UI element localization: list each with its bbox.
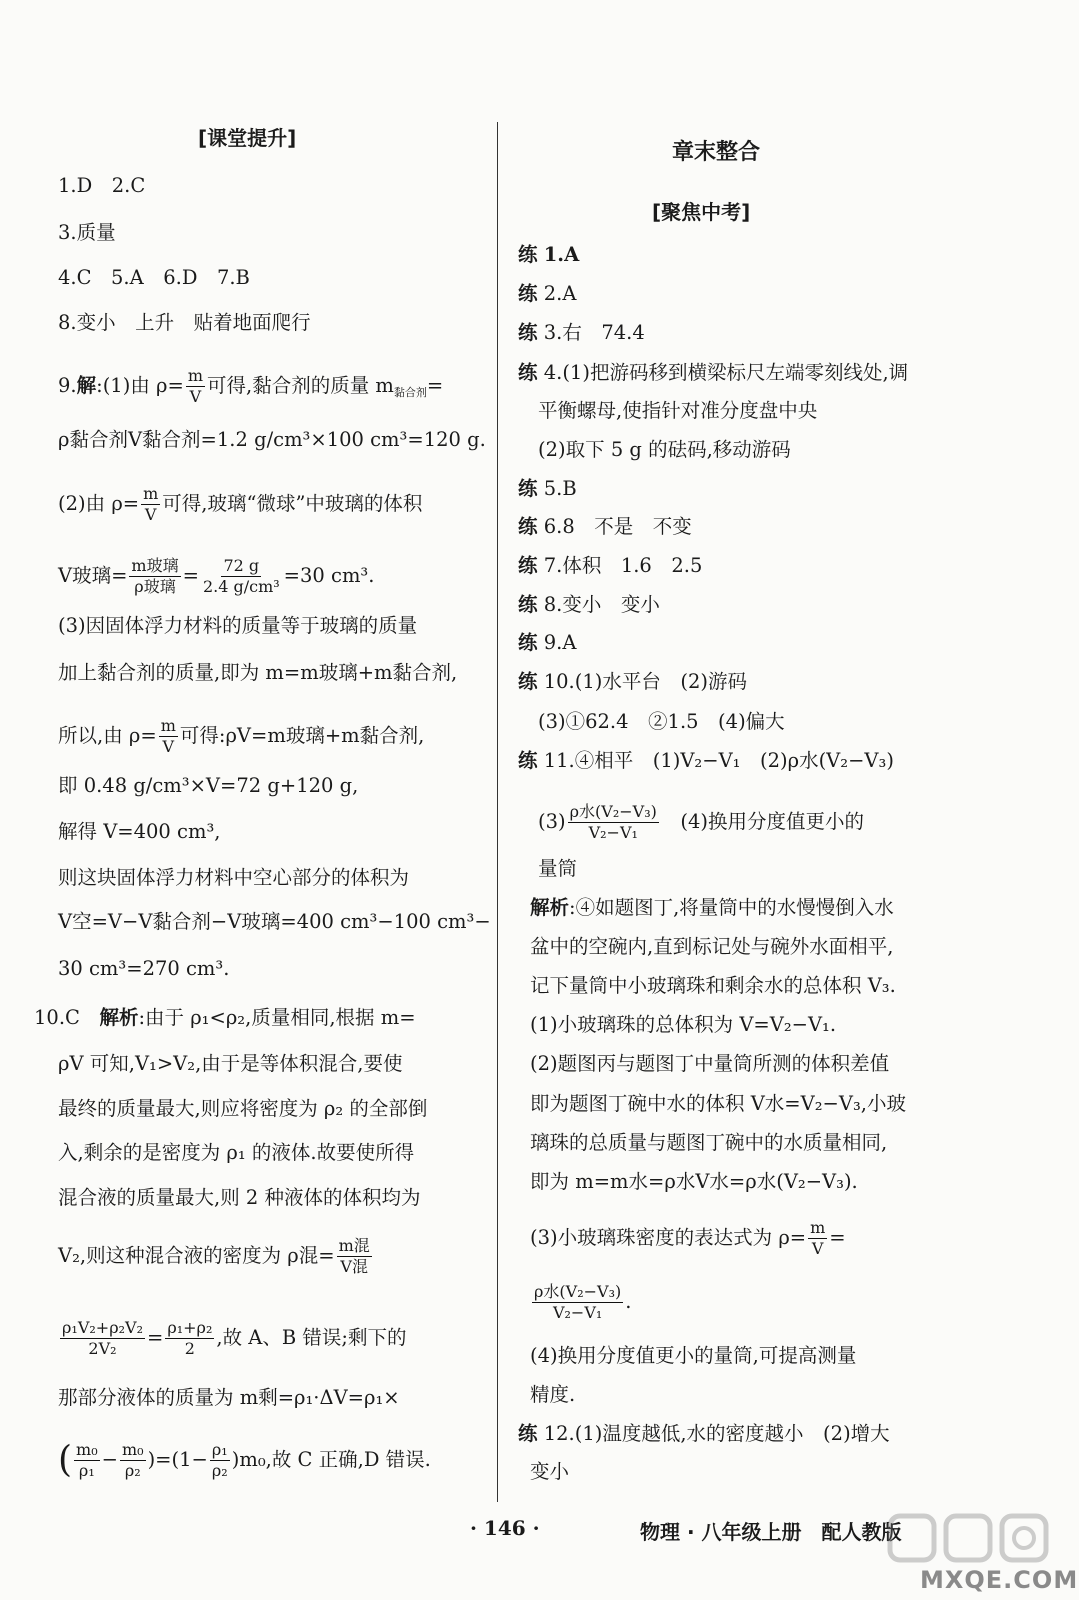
q9-line-c: (2)由 ρ= $\frac{m}{V}$ 可得,玻璃“微球”中玻璃的体积 — [58, 484, 423, 524]
answer-line-4: 4.C 5.A 6.D 7.B — [58, 266, 250, 289]
book-info: 物理 · 八年级上册 配人教版 — [640, 1520, 902, 1544]
practice-7: 练 7.体积 1.6 2.5 — [518, 554, 703, 577]
q9-line-g: 所以,由 ρ= $\frac{m}{V}$ 可得:ρV=m玻璃+m黏合剂, — [58, 716, 425, 756]
practice-11-jiexi-h: 即为 m=m水=ρ水V水=ρ水(V₂−V₃). — [530, 1170, 858, 1193]
q10-line-f: V₂,则这种混合液的密度为 ρ混= $\frac{\text{m混}}{\text{V混}}$ — [58, 1236, 370, 1276]
column-divider — [497, 122, 498, 1502]
answer-line-3: 3.质量 — [58, 221, 116, 244]
practice-9: 练 9.A — [518, 631, 577, 654]
fraction-m-over-v: $\frac{m}{V}$ — [143, 484, 159, 524]
practice-4-cont: 平衡螺母,使指针对准分度盘中央 — [538, 399, 818, 422]
q9-line-i: 解得 V=400 cm³, — [58, 820, 221, 843]
practice-12: 练 12.(1)温度越低,水的密度越小 (2)增大 — [518, 1422, 890, 1445]
fraction-m0-over-rho1: $\frac{\text{m₀}}{\text{ρ₁}}$ — [76, 1440, 98, 1480]
q10-line-i: ( $\frac{\text{m₀}}{\text{ρ₁}}$ − $\frac{\text{m₀}}{\text{ρ₂}}$ )=(1− $\frac{\text{ρ₁}}{\text{ρ₂}}$ )m₀,故 C 正确,D 错误. — [58, 1439, 431, 1481]
practice-11: 练 11.④相平 (1)V₂−V₁ (2)ρ水(V₂−V₃) — [518, 749, 894, 772]
watermark-text: MXQE.COM — [920, 1566, 1079, 1594]
q10-line-h: 那部分液体的质量为 m剩=ρ₁·ΔV=ρ₁× — [58, 1386, 400, 1409]
fraction-m-over-v: $\frac{m}{V}$ — [160, 716, 176, 756]
q10-line-e: 混合液的质量最大,则 2 种液体的体积均为 — [58, 1186, 421, 1209]
q9-line-b: ρ黏合剂V黏合剂=1.2 g/cm³×100 cm³=120 g. — [58, 428, 486, 451]
fraction-m-rho-glass: $\frac{\text{m玻璃}}{\text{ρ玻璃}}$ — [131, 556, 179, 596]
practice-6: 练 6.8 不是 不变 — [518, 515, 692, 538]
practice-11-jiexi-g: 璃珠的总质量与题图丁碗中的水质量相同, — [530, 1131, 888, 1154]
fraction-rho-sum-over-2: $\frac{\text{ρ₁+ρ₂}}{2}$ — [167, 1318, 213, 1358]
q9-line-h: 即 0.48 g/cm³×V=72 g+120 g, — [58, 774, 359, 797]
practice-11-jiexi-d: (1)小玻璃珠的总体积为 V=V₂−V₁. — [530, 1013, 837, 1036]
q9-line-d: V玻璃= $\frac{\text{m玻璃}}{\text{ρ玻璃}}$ = $\frac{72 g}{\text{2.4 g/cm³}}$ =30 cm³. — [58, 556, 375, 596]
fraction-rho-sum-over-2v2: $\frac{\text{ρ₁V₂+ρ₂V₂}}{\text{2V₂}}$ — [62, 1318, 143, 1358]
q10-line-g: $\frac{\text{ρ₁V₂+ρ₂V₂}}{\text{2V₂}}$ = $\frac{\text{ρ₁+ρ₂}}{2}$ ,故 A、B 错误;剩下的 — [62, 1318, 407, 1358]
practice-5: 练 5.B — [518, 477, 577, 500]
practice-11-jiexi-e: (2)题图丙与题图丁中量筒所测的体积差值 — [530, 1052, 890, 1075]
practice-11-jiexi-l: 精度. — [530, 1383, 576, 1406]
q9-line-k: V空=V−V黏合剂−V玻璃=400 cm³−100 cm³− — [58, 910, 491, 933]
fraction-m0-over-rho2: $\frac{\text{m₀}}{\text{ρ₂}}$ — [121, 1440, 144, 1480]
q9-line-f: 加上黏合剂的质量,即为 m=m玻璃+m黏合剂, — [58, 661, 458, 684]
practice-12-cont: 变小 — [530, 1460, 570, 1483]
page-number: · 146 · — [470, 1516, 540, 1540]
fraction-72-over-2.4: $\frac{72 g}{\text{2.4 g/cm³}}$ — [202, 556, 280, 596]
fraction-density-expression: $\frac{\text{ρ水(V₂−V₃)}}{\text{V₂−V₁}}$ — [534, 1282, 622, 1322]
practice-11-cont: 量筒 — [538, 857, 578, 880]
fraction-m-over-v: $\frac{m}{V}$ — [810, 1218, 826, 1258]
answer-line-8: 8.变小 上升 贴着地面爬行 — [58, 311, 311, 334]
fraction-m-mix-over-v-mix: $\frac{\text{m混}}{\text{V混}}$ — [338, 1236, 370, 1276]
q9-line-l: 30 cm³=270 cm³. — [58, 957, 230, 980]
q10-line-d: 入,剩余的是密度为 ρ₁ 的液体.故要使所得 — [58, 1141, 415, 1164]
q9-line-a: 9.解:(1)由 ρ= $\frac{m}{V}$ 可得,黏合剂的质量 $m_{黏合剂}=$ — [58, 366, 444, 406]
q9-line-e: (3)因固体浮力材料的质量等于玻璃的质量 — [58, 614, 418, 637]
q10-line-a: 10.C 解析:由于 ρ₁<ρ₂,质量相同,根据 m= — [34, 1006, 416, 1029]
practice-11-jiexi-b: 盆中的空碗内,直到标记处与碗外水面相平, — [530, 935, 894, 958]
answer-line-1: 1.D 2.C — [58, 174, 146, 197]
practice-11-jiexi-k: (4)换用分度值更小的量筒,可提高测量 — [530, 1344, 857, 1367]
fraction-m-over-v: $\frac{m}{V}$ — [187, 366, 203, 406]
section-title-juji: [聚焦中考] — [652, 200, 751, 224]
chapter-title: 章末整合 — [672, 140, 761, 165]
fraction-rho1-over-rho2: $\frac{\text{ρ₁}}{\text{ρ₂}}$ — [211, 1440, 228, 1480]
q9-line-j: 则这块固体浮力材料中空心部分的体积为 — [58, 866, 410, 889]
practice-11-jiexi-a: 解析:④如题图丁,将量筒中的水慢慢倒入水 — [530, 896, 894, 919]
practice-2: 练 2.A — [518, 282, 577, 305]
practice-4: 练 4.(1)把游码移到横梁标尺左端零刻线处,调 — [518, 361, 909, 384]
practice-10-cont: (3)①62.4 ②1.5 (4)偏大 — [538, 710, 785, 733]
practice-11-jiexi-j: $\frac{\text{ρ水(V₂−V₃)}}{\text{V₂−V₁}}$ . — [534, 1282, 632, 1322]
practice-10: 练 10.(1)水平台 (2)游码 — [518, 670, 747, 693]
q10-line-c: 最终的质量最大,则应将密度为 ρ₂ 的全部倒 — [58, 1097, 428, 1120]
q10-line-b: ρV 可知,V₁>V₂,由于是等体积混合,要使 — [58, 1052, 403, 1075]
practice-11-part3: (3) $\frac{\text{ρ水(V₂−V₃)}}{\text{V₂−V₁}}$ (4)换用分度值更小的 — [538, 802, 864, 842]
practice-11-jiexi-f: 即为题图丁碗中水的体积 V水=V₂−V₃,小玻 — [530, 1092, 906, 1115]
section-title-ketang: [课堂提升] — [198, 126, 297, 150]
practice-3: 练 3.右 74.4 — [518, 321, 645, 344]
practice-11-jiexi-c: 记下量筒中小玻璃珠和剩余水的总体积 V₃. — [530, 974, 896, 997]
practice-8: 练 8.变小 变小 — [518, 593, 660, 616]
practice-4-part2: (2)取下 5 g 的砝码,移动游码 — [538, 438, 791, 461]
fraction-rho-water-v: $\frac{\text{ρ水(V₂−V₃)}}{\text{V₂−V₁}}$ — [569, 802, 657, 842]
practice-1: 练 1.A — [518, 243, 580, 266]
practice-11-jiexi-i: (3)小玻璃珠密度的表达式为 ρ= $\frac{m}{V}$ = — [530, 1218, 846, 1258]
